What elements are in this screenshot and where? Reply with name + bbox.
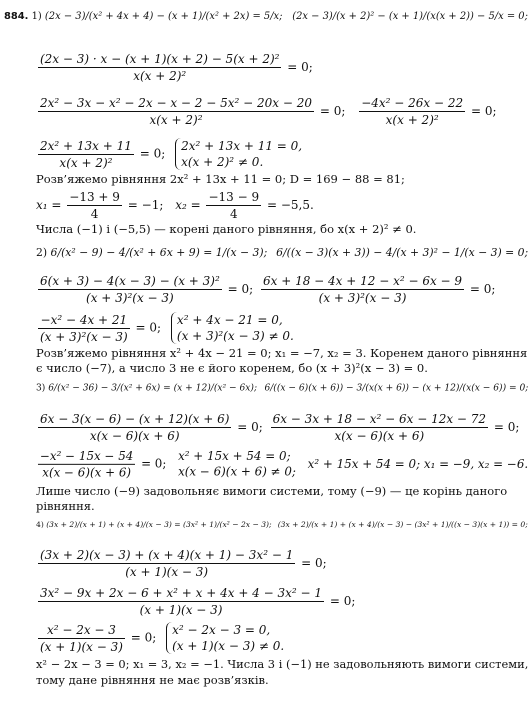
p1-step-4-numerator: 2x² + 13x + 11 <box>40 138 132 153</box>
p1-roots <box>36 190 314 221</box>
p4-equation-a: (3x + 2)/(x + 1) + (x + 4)/(x − 3) = (3x² + 1)/(x² − 2x − 3); <box>46 520 272 529</box>
p3-step-2b-rhs: = 0; <box>493 420 520 434</box>
p4-equation-b: (3x + 2)/(x + 1) + (x + 4)/(x − 3) − (3x² + 1)/((x − 3)(x + 1)) = 0; <box>277 520 528 529</box>
p1-system <box>175 138 302 170</box>
p1-system-line-2: x(x + 2)² ≠ 0. <box>181 155 264 169</box>
p4-step-2-fraction <box>38 548 295 579</box>
p2-step-2a-denominator: (x + 3)²(x − 3) <box>86 291 174 305</box>
p3-step-3 <box>36 448 528 480</box>
part-3-label: 3) <box>36 382 46 393</box>
p2-equation-a: 6/(x² − 9) − 4/(x² + 6x + 9) = 1/(x − 3); <box>50 246 268 259</box>
p3-system-line-2 <box>178 464 296 480</box>
p2-step-2a-fraction <box>38 274 222 305</box>
problem-line-1 <box>4 10 528 22</box>
p1-x1-label: x₁ = <box>36 198 62 212</box>
p2-step-3-fraction <box>38 313 130 344</box>
p2-step-2 <box>36 274 495 305</box>
p1-step-2 <box>36 52 313 83</box>
p2-step-3-numerator: −x² − 4x + 21 <box>38 313 130 329</box>
part-2-label: 2) <box>36 246 48 259</box>
p1-system-line-1: 2x² + 13x + 11 = 0, <box>181 139 303 153</box>
p3-conclusion-line-2: рівняння. <box>36 499 95 513</box>
p4-step-2-numerator: (3x + 2)(x − 3) + (x + 4)(x + 1) − 3x² − 1 <box>40 548 294 562</box>
p3-step-2 <box>36 412 519 443</box>
p1-x2-result: = −5,5. <box>266 198 314 212</box>
p2-step-2a-numerator: 6(x + 3) − 4(x − 3) − (x + 3)² <box>40 274 220 288</box>
p4-step-4 <box>36 622 284 654</box>
p2-system-line-2: (x + 3)²(x − 3) ≠ 0. <box>176 329 294 343</box>
p1-equation-b: (2x − 3)/(x + 2)² − (x + 1)/(x(x + 2)) − 5/x = 0; <box>292 10 528 22</box>
p1-step-2-denominator: x(x + 2)² <box>133 69 187 83</box>
p1-conclusion: Числа (−1) і (−5,5) — корені даного рівняння, бо x(x + 2)² ≠ 0. <box>36 222 417 236</box>
p3-system-line-2-text: x(x − 6)(x + 6) <box>178 464 267 479</box>
p3-equation-a: 6/(x² − 36) − 3/(x² + 6x) = (x + 12)/(x² − 6x); <box>48 382 258 393</box>
p2-step-3-rhs: = 0; <box>135 320 162 335</box>
p4-step-2-denominator: (x + 1)(x − 3) <box>125 565 209 579</box>
p4-system <box>166 622 284 654</box>
p1-step-4 <box>36 138 302 170</box>
p1-step-3b-denominator: x(x + 2)² <box>385 113 439 127</box>
p1-step-2-numerator: (2x − 3) · x − (x + 1)(x + 2) − 5(x + 2)² <box>40 52 280 66</box>
p1-x1-result: = −1; <box>127 198 164 212</box>
p4-step-3-numerator: 3x² − 9x + 2x − 6 + x² + x + 4x + 4 − 3x² − 1 <box>40 586 323 600</box>
p3-system-line-1 <box>178 448 296 464</box>
p2-step-2a-rhs: = 0; <box>227 282 254 296</box>
p1-step-4-denominator: x(x + 2)² <box>59 155 113 170</box>
p2-step-2b-numerator: 6x + 18 − 4x + 12 − x² − 6x − 9 <box>263 274 463 288</box>
p2-step-2b-rhs: = 0; <box>469 282 496 296</box>
p3-step-2a-rhs: = 0; <box>237 420 263 434</box>
p1-step-4-rhs: = 0; <box>139 146 166 161</box>
p2-step-2b-denominator: (x + 3)²(x − 3) <box>318 291 407 305</box>
p2-step-2b-fraction <box>261 274 464 305</box>
p3-step-2b-denominator: x(x − 6)(x + 6) <box>334 429 425 443</box>
p2-conclusion: є число (−7), а число 3 не є його коренем, бо (x + 3)²(x − 3) = 0. <box>36 361 428 375</box>
p4-step-2 <box>36 548 327 579</box>
p1-step-3a-rhs: = 0; <box>319 104 346 118</box>
p2-step-3-denominator: (x + 3)²(x − 3) <box>40 329 128 344</box>
p1-step-2-fraction <box>38 52 281 83</box>
p2-system-line-1: x² + 4x − 21 = 0, <box>176 313 283 327</box>
p3-step-3-rhs: = 0; <box>141 456 167 471</box>
p3-step-2a-denominator: x(x − 6)(x + 6) <box>89 429 180 443</box>
p4-step-4-fraction <box>38 623 125 654</box>
p1-x2-denominator: 4 <box>229 207 238 221</box>
p3-step-3-fraction <box>38 448 135 479</box>
p3-step-2a-fraction <box>38 412 231 443</box>
p2-line-1 <box>36 246 528 259</box>
p3-solve-inline: x² + 15x + 54 = 0; x₁ = −9, x₂ = −6. <box>307 456 529 471</box>
p4-step-3-fraction <box>38 586 324 617</box>
p1-step-3a-denominator: x(x + 2)² <box>149 113 203 127</box>
p4-step-3 <box>36 586 355 617</box>
p2-equation-b: 6/((x − 3)(x + 3)) − 4/(x + 3)² − 1/(x − 3) = 0; <box>276 246 529 259</box>
p3-step-2a-numerator: 6x − 3(x − 6) − (x + 12)(x + 6) <box>40 412 230 426</box>
p3-system-line-1-text: x² + 15x + 54 <box>178 448 262 463</box>
p4-system-line-2: (x + 1)(x − 3) ≠ 0. <box>172 639 285 653</box>
p1-step-3a-fraction <box>38 96 314 127</box>
p3-step-2b-fraction <box>271 412 488 443</box>
p3-system-line-2-rhs: ≠ 0; <box>270 464 296 479</box>
p3-system <box>176 448 296 480</box>
p2-system <box>171 312 294 344</box>
p2-step-3 <box>36 312 294 344</box>
p3-line-1 <box>36 382 528 393</box>
p4-solve-line: x² − 2x − 3 = 0; x₁ = 3, x₂ = −1. Числа 3 і (−1) не задовольняють вимоги системи, <box>36 657 529 671</box>
p1-x1-fraction <box>67 190 122 221</box>
p1-step-4-fraction <box>38 139 134 170</box>
p4-system-line-1: x² − 2x − 3 = 0, <box>172 623 271 637</box>
p1-step-3 <box>36 96 497 127</box>
p3-system-line-1-rhs: = 0; <box>265 448 291 463</box>
p1-x1-denominator: 4 <box>90 207 99 221</box>
p1-x2-numerator: −13 − 9 <box>208 190 260 204</box>
p1-x2-label: x₂ = <box>175 198 201 212</box>
p1-step-3b-numerator: −4x² − 26x − 22 <box>361 96 464 110</box>
p1-step-3b-rhs: = 0; <box>470 104 497 118</box>
p1-step-3a-numerator: 2x² − 3x − x² − 2x − x − 2 − 5x² − 20x − 20 <box>40 96 312 110</box>
part-4-label: 4) <box>36 520 44 529</box>
p4-line-1 <box>36 520 528 529</box>
p3-step-3-numerator: −x² − 15x − 54 <box>39 448 134 463</box>
problem-number: 884. <box>4 10 29 22</box>
p4-step-4-rhs: = 0; <box>130 630 157 645</box>
p3-conclusion-line-1: Лише число (−9) задовольняє вимоги системи, тому (−9) — це корінь даного <box>36 484 508 498</box>
p1-equation-a: (2x − 3)/(x² + 4x + 4) − (x + 1)/(x² + 2x) = 5/x; <box>44 10 283 22</box>
part-1-label: 1) <box>31 10 42 22</box>
p4-step-3-rhs: = 0; <box>329 594 356 608</box>
p4-conclusion: тому дане рівняння не має розв’язків. <box>36 673 269 687</box>
p1-step-3b-fraction <box>359 96 465 127</box>
p1-step-2-rhs: = 0; <box>287 60 313 74</box>
p4-step-2-rhs: = 0; <box>301 556 327 570</box>
p1-discriminant-line: Розв’яжемо рівняння 2x² + 13x + 11 = 0; D = 169 − 88 = 81; <box>36 172 405 186</box>
p3-step-3-denominator: x(x − 6)(x + 6) <box>42 465 132 480</box>
p1-x1-numerator: −13 + 9 <box>69 190 120 204</box>
p1-x2-fraction <box>206 190 261 221</box>
p4-step-4-denominator: (x + 1)(x − 3) <box>40 639 123 654</box>
p4-step-3-denominator: (x + 1)(x − 3) <box>139 603 223 617</box>
p3-equation-b: 6/((x − 6)(x + 6)) − 3/(x(x + 6)) − (x + 12)/(x(x − 6)) = 0; <box>264 382 529 393</box>
p4-step-4-numerator: x² − 2x − 3 <box>38 623 125 639</box>
p2-solve-line: Розв’яжемо рівняння x² + 4x − 21 = 0; x₁ = −7, x₂ = 3. Коренем даного рівняння <box>36 346 528 360</box>
p3-step-2b-numerator: 6x − 3x + 18 − x² − 6x − 12x − 72 <box>272 412 487 426</box>
